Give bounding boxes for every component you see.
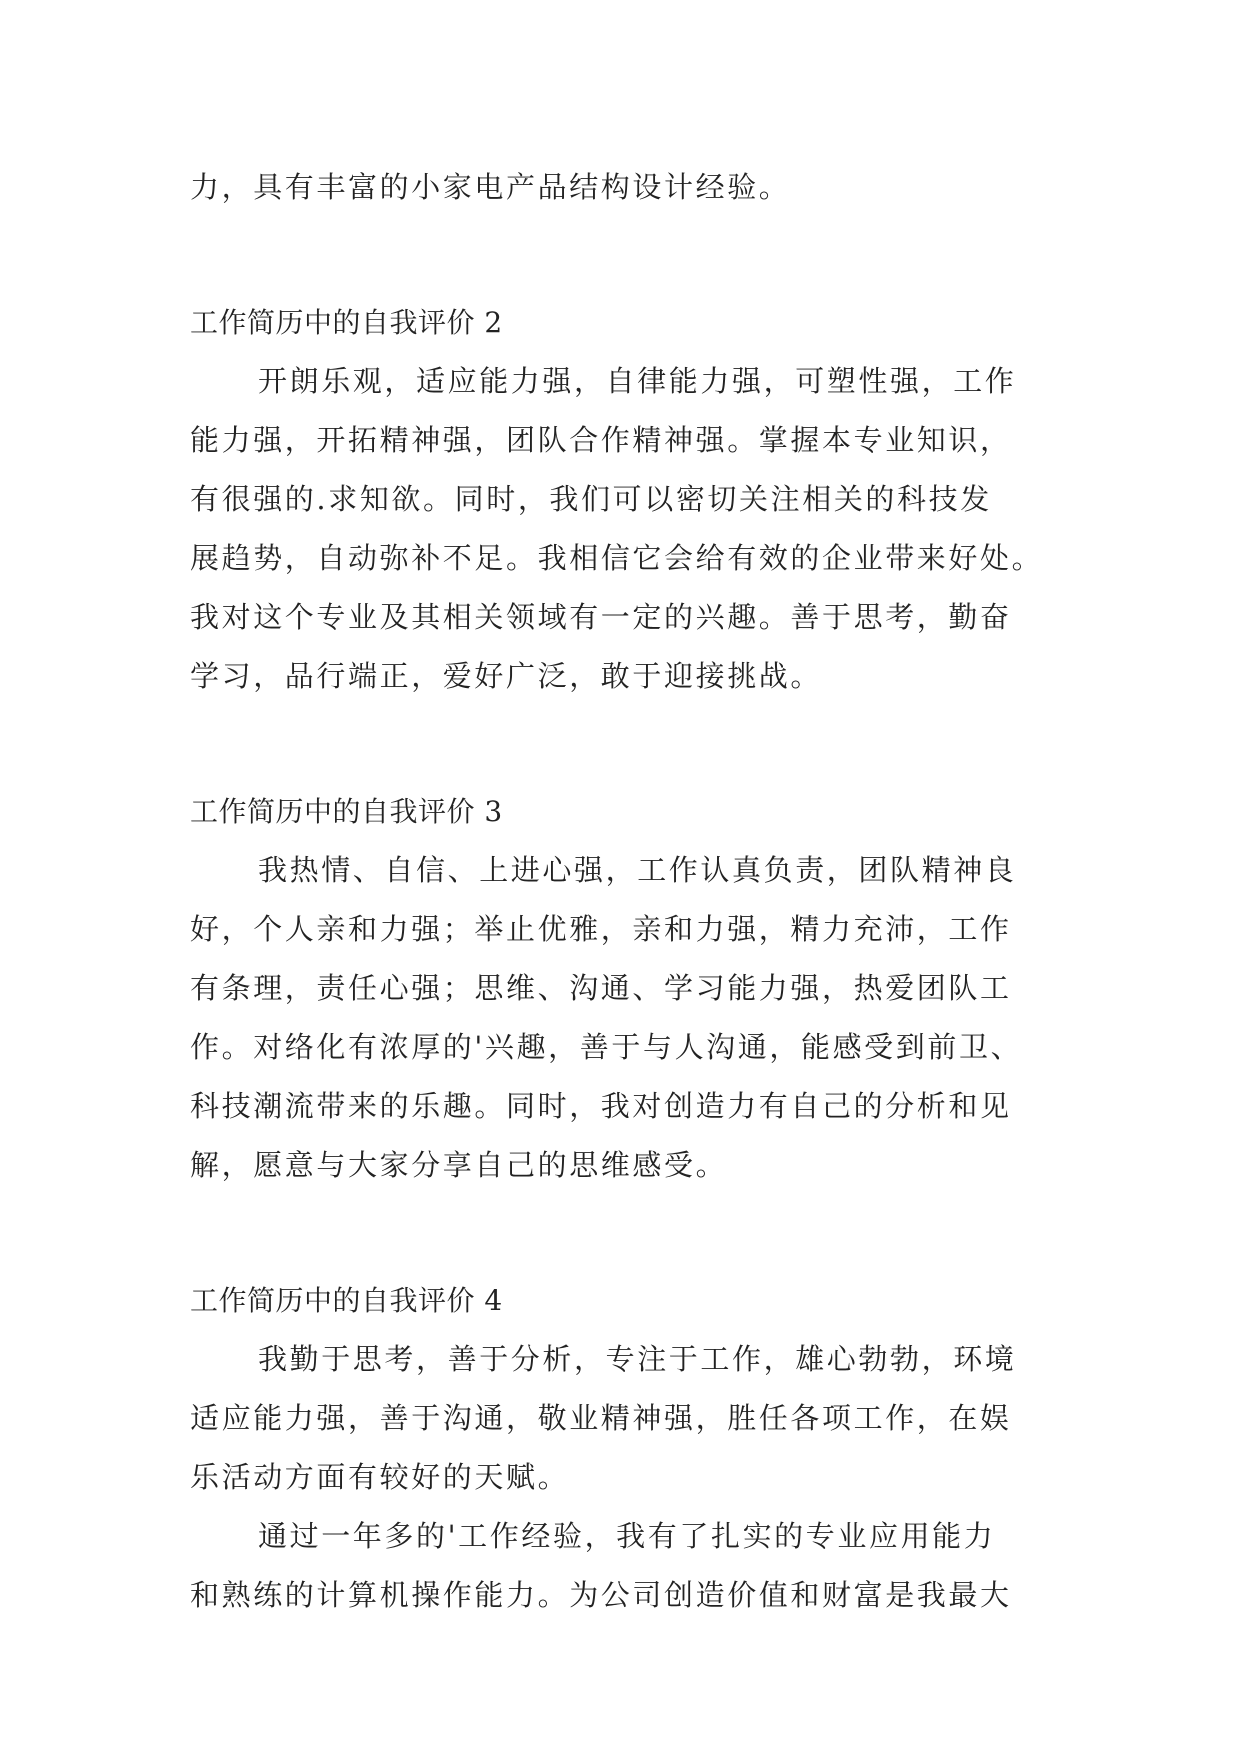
paragraph-line: 开朗乐观，适应能力强，自律能力强，可塑性强，工作 <box>258 364 1017 398</box>
paragraph-line: 能力强，开拓精神强，团队合作精神强。掌握本专业知识， <box>190 423 1012 457</box>
paragraph-line: 适应能力强，善于沟通，敬业精神强，胜任各项工作，在娱 <box>190 1401 1012 1435</box>
paragraph-line: 解，愿意与大家分享自己的思维感受。 <box>190 1148 728 1182</box>
paragraph-line: 通过一年多的'工作经验，我有了扎实的专业应用能力 <box>258 1519 996 1553</box>
paragraph-line: 有很强的.求知欲。同时，我们可以密切关注相关的科技发 <box>190 482 992 516</box>
paragraph-line: 我对这个专业及其相关领域有一定的兴趣。善于思考，勤奋 <box>190 600 1012 634</box>
paragraph-line: 有条理，责任心强；思维、沟通、学习能力强，热爱团队工 <box>190 971 1012 1005</box>
paragraph-line: 作。对络化有浓厚的'兴趣，善于与人沟通，能感受到前卫、 <box>190 1030 1023 1064</box>
section-heading: 工作简历中的自我评价 3 <box>190 795 503 828</box>
document-body <box>190 158 1060 1625</box>
paragraph-line: 我勤于思考，善于分析，专注于工作，雄心勃勃，环境 <box>258 1342 1017 1376</box>
section-heading: 工作简历中的自我评价 4 <box>190 1284 503 1317</box>
section-spacer <box>190 217 1060 293</box>
paragraph-line: 展趋势，自动弥补不足。我相信它会给有效的企业带来好处。 <box>190 541 1044 575</box>
paragraph-line: 学习，品行端正，爱好广泛，敢于迎接挑战。 <box>190 659 823 693</box>
paragraph-line: 好，个人亲和力强；举止优雅，亲和力强，精力充沛，工作 <box>190 912 1012 946</box>
section-spacer <box>190 706 1060 782</box>
paragraph-line: 乐活动方面有较好的天赋。 <box>190 1460 570 1494</box>
paragraph-line: 科技潮流带来的乐趣。同时，我对创造力有自己的分析和见 <box>190 1089 1012 1123</box>
section-heading: 工作简历中的自我评价 2 <box>190 306 503 339</box>
intro-line: 力，具有丰富的小家电产品结构设计经验。 <box>190 170 791 204</box>
paragraph-line: 我热情、自信、上进心强，工作认真负责，团队精神良 <box>258 853 1017 887</box>
paragraph-line: 和熟练的计算机操作能力。为公司创造价值和财富是我最大 <box>190 1578 1012 1612</box>
section-spacer <box>190 1195 1060 1271</box>
